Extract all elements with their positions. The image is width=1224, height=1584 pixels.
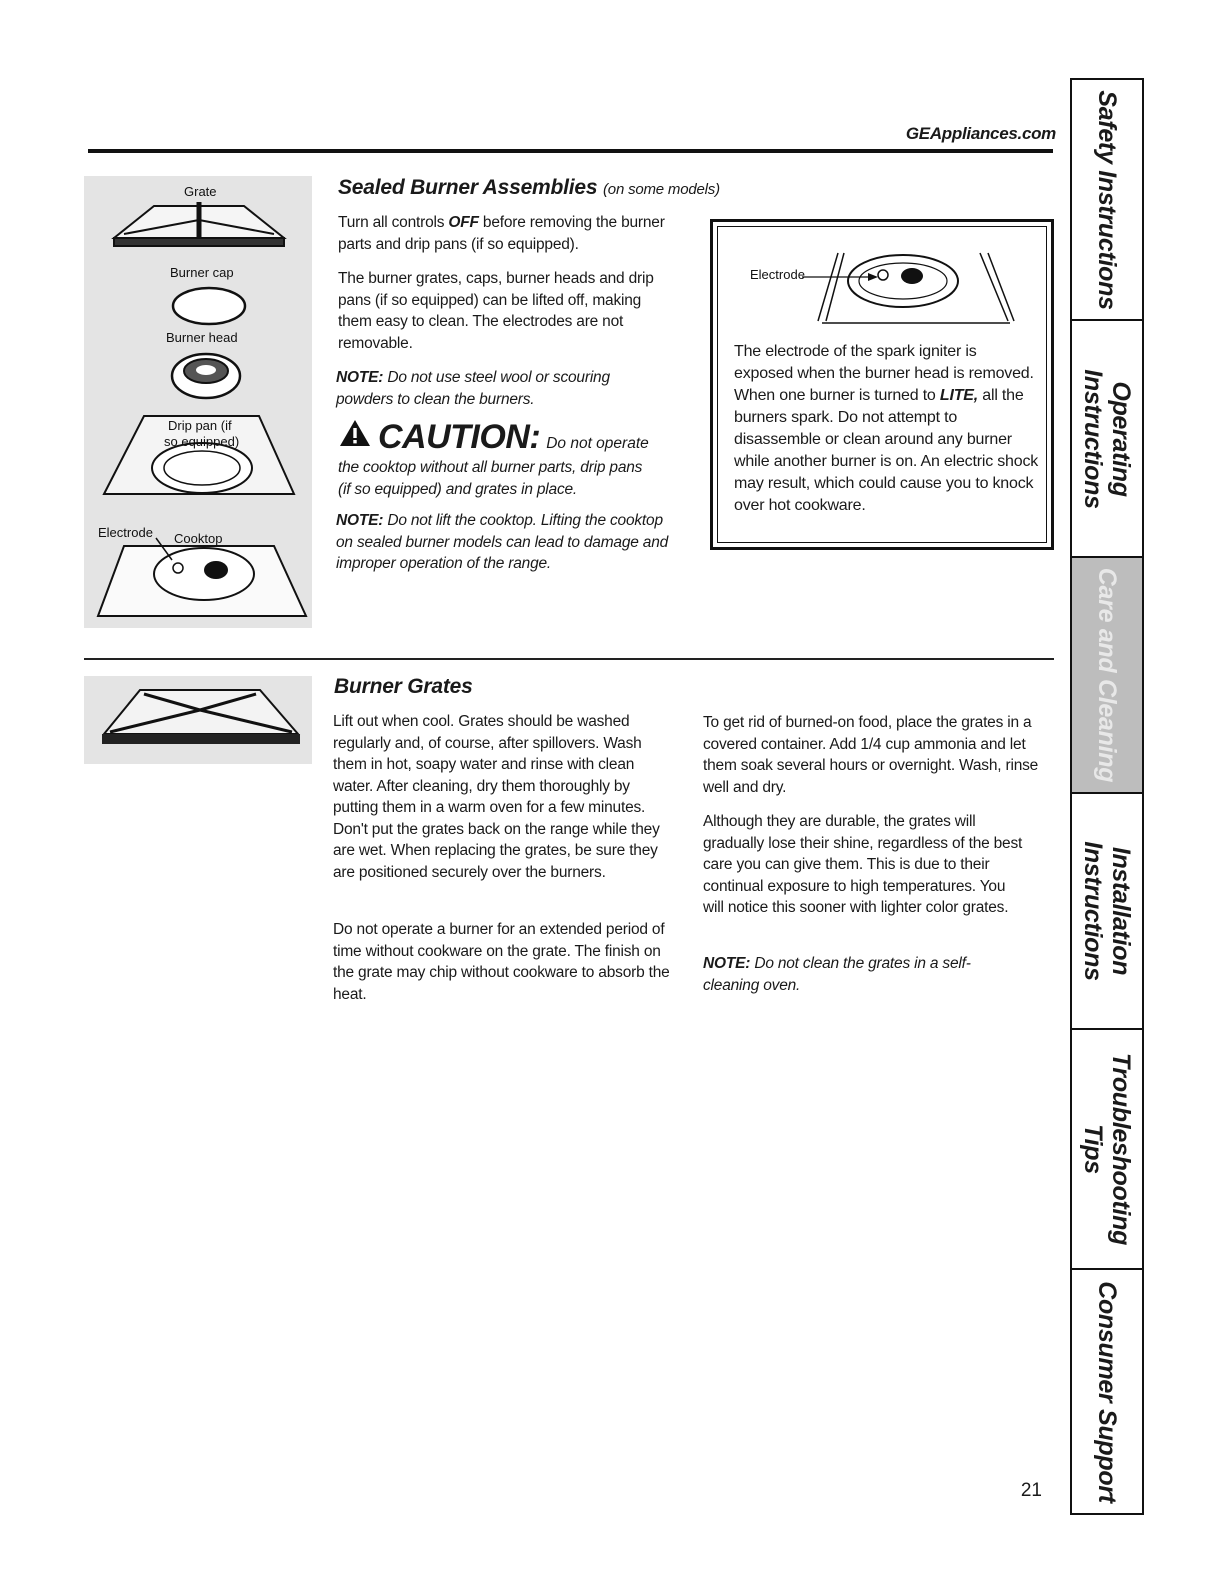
grate-figure — [84, 676, 312, 764]
tab-consumer-support[interactable] — [1072, 1270, 1142, 1513]
sealed-p2: The burner grates, caps, burner heads and drip pans (if so equipped) can be lifted off, making them easy to clean. The electrodes are not removable. — [338, 270, 654, 352]
caution-block — [338, 418, 678, 500]
caution-text-b: the cooktop without all burner parts, drip pans (if so equipped) and grates in place. — [338, 459, 643, 498]
tab-installation-label — [1079, 841, 1135, 980]
label-cooktop: Cooktop — [174, 531, 223, 546]
sealed-note1 — [336, 367, 666, 410]
label-burner-cap: Burner cap — [170, 265, 234, 280]
grates-left-p1: Lift out when cool. Grates should be washed regularly and, of course, after spillovers. Wash them in hot, soapy water and rinse with clean water. After cleaning, dry them thoroughly by putting them in a warm oven for a few minutes. Don't put the grates back on the range while they are wet. When replacing the grates, be sure they are positioned securely over the burners. — [333, 713, 660, 881]
callout-text-a: The electrode of the spark igniter is exposed when the burner head is removed. When one burner is turned to — [734, 343, 1034, 404]
tab-installation-line2: Instructions — [1079, 841, 1107, 981]
section-tabs — [1070, 78, 1144, 1515]
label-drip-pan-1: Drip pan (if — [168, 418, 232, 433]
grates-left-p2: Do not operate a burner for an extended period of time without cookware on the grate. The finish on the grate may chip without cookware to absorb the heat. — [333, 921, 670, 1003]
tab-operating-line1: Operating — [1107, 380, 1135, 497]
tab-troubleshooting-tips[interactable] — [1072, 1030, 1142, 1270]
burner-grates-title: Burner Grates — [334, 675, 473, 698]
tab-troubleshooting-line1: Troubleshooting — [1107, 1052, 1135, 1246]
electrode-callout-inner — [717, 226, 1047, 543]
grates-note-text: Do not clean the grates in a self-cleaning oven. — [703, 955, 971, 994]
burner-assembly-drawing — [84, 176, 312, 628]
tab-installation-line1: Installation — [1107, 846, 1135, 976]
sealed-title-main: Sealed Burner Assemblies — [338, 176, 598, 199]
caution-text-a: Do not operate — [546, 435, 649, 452]
header-rule — [88, 149, 1053, 153]
page-number: 21 — [1020, 1480, 1042, 1501]
tab-operating-label — [1079, 369, 1135, 508]
site-url: GEAppliances.com — [905, 124, 1056, 143]
tab-consumer-label: Consumer Support — [1093, 1280, 1121, 1503]
sealed-p1-b: before removing the burner parts and drip pans (if so equipped). — [338, 214, 665, 253]
tab-operating-instructions[interactable] — [1072, 321, 1142, 558]
tab-care-and-cleaning[interactable] — [1072, 558, 1142, 794]
tab-care-label: Care and Cleaning — [1093, 567, 1121, 783]
tab-operating-line2: Instructions — [1079, 368, 1107, 509]
tab-troubleshooting-label — [1079, 1053, 1135, 1245]
grates-right-p2: Although they are durable, the grates will gradually lose their shine, regardless of the best care you can give them. This is due to their continual exposure to high temperatures. You will notice this sooner with lighter color grates. — [703, 813, 1023, 916]
tab-installation-instructions[interactable] — [1072, 794, 1142, 1030]
label-burner-head: Burner head — [166, 330, 238, 345]
grates-note-label: NOTE: — [703, 955, 751, 972]
note2-text: Do not lift the cooktop. Lifting the cooktop on sealed burner models can lead to damage and improper operation of the range. — [336, 512, 669, 572]
sealed-note2 — [336, 510, 676, 575]
sealed-p1-off: OFF — [448, 214, 479, 231]
note1-text: Do not use steel wool or scouring powders to clean the burners. — [336, 369, 610, 408]
caution-word: CAUTION: — [378, 418, 541, 456]
warning-triangle-icon — [338, 418, 372, 448]
label-grate: Grate — [184, 184, 217, 199]
tab-safety-instructions[interactable] — [1072, 80, 1142, 321]
grates-note — [703, 953, 993, 996]
grates-right-p1: To get rid of burned-on food, place the grates in a covered container. Add 1/4 cup ammonia and let them soak several hours or overnight. Wash, rinse well and dry. — [703, 714, 1039, 796]
label-electrode: Electrode — [98, 525, 153, 540]
electrode-callout-box — [710, 219, 1054, 550]
tab-safety-label: Safety Instructions — [1093, 89, 1121, 310]
callout-text — [734, 341, 1039, 517]
section-rule — [84, 658, 1054, 660]
label-drip-pan-2: so equipped) — [164, 434, 240, 449]
sealed-p1 — [338, 212, 678, 255]
sealed-title-sub: (on some models) — [603, 181, 720, 198]
tab-troubleshooting-line2: Tips — [1079, 1124, 1107, 1174]
callout-electrode-label: Electrode — [750, 267, 805, 282]
sealed-burner-title — [338, 176, 738, 200]
caution-row — [338, 418, 678, 457]
electrode-drawing — [718, 231, 1048, 341]
note1-label: NOTE: — [336, 369, 384, 386]
sealed-p1-a: Turn all controls — [338, 214, 449, 231]
grate-drawing — [84, 676, 312, 764]
callout-text-b: all the burners spark. Do not attempt to disassemble or clean around any burner while another burner is on. An electric shock may result, which could cause you to knock over hot cookware. — [734, 387, 1039, 514]
burner-assembly-figure — [84, 176, 312, 628]
note2-label: NOTE: — [336, 512, 384, 529]
callout-lite: LITE, — [939, 387, 979, 404]
